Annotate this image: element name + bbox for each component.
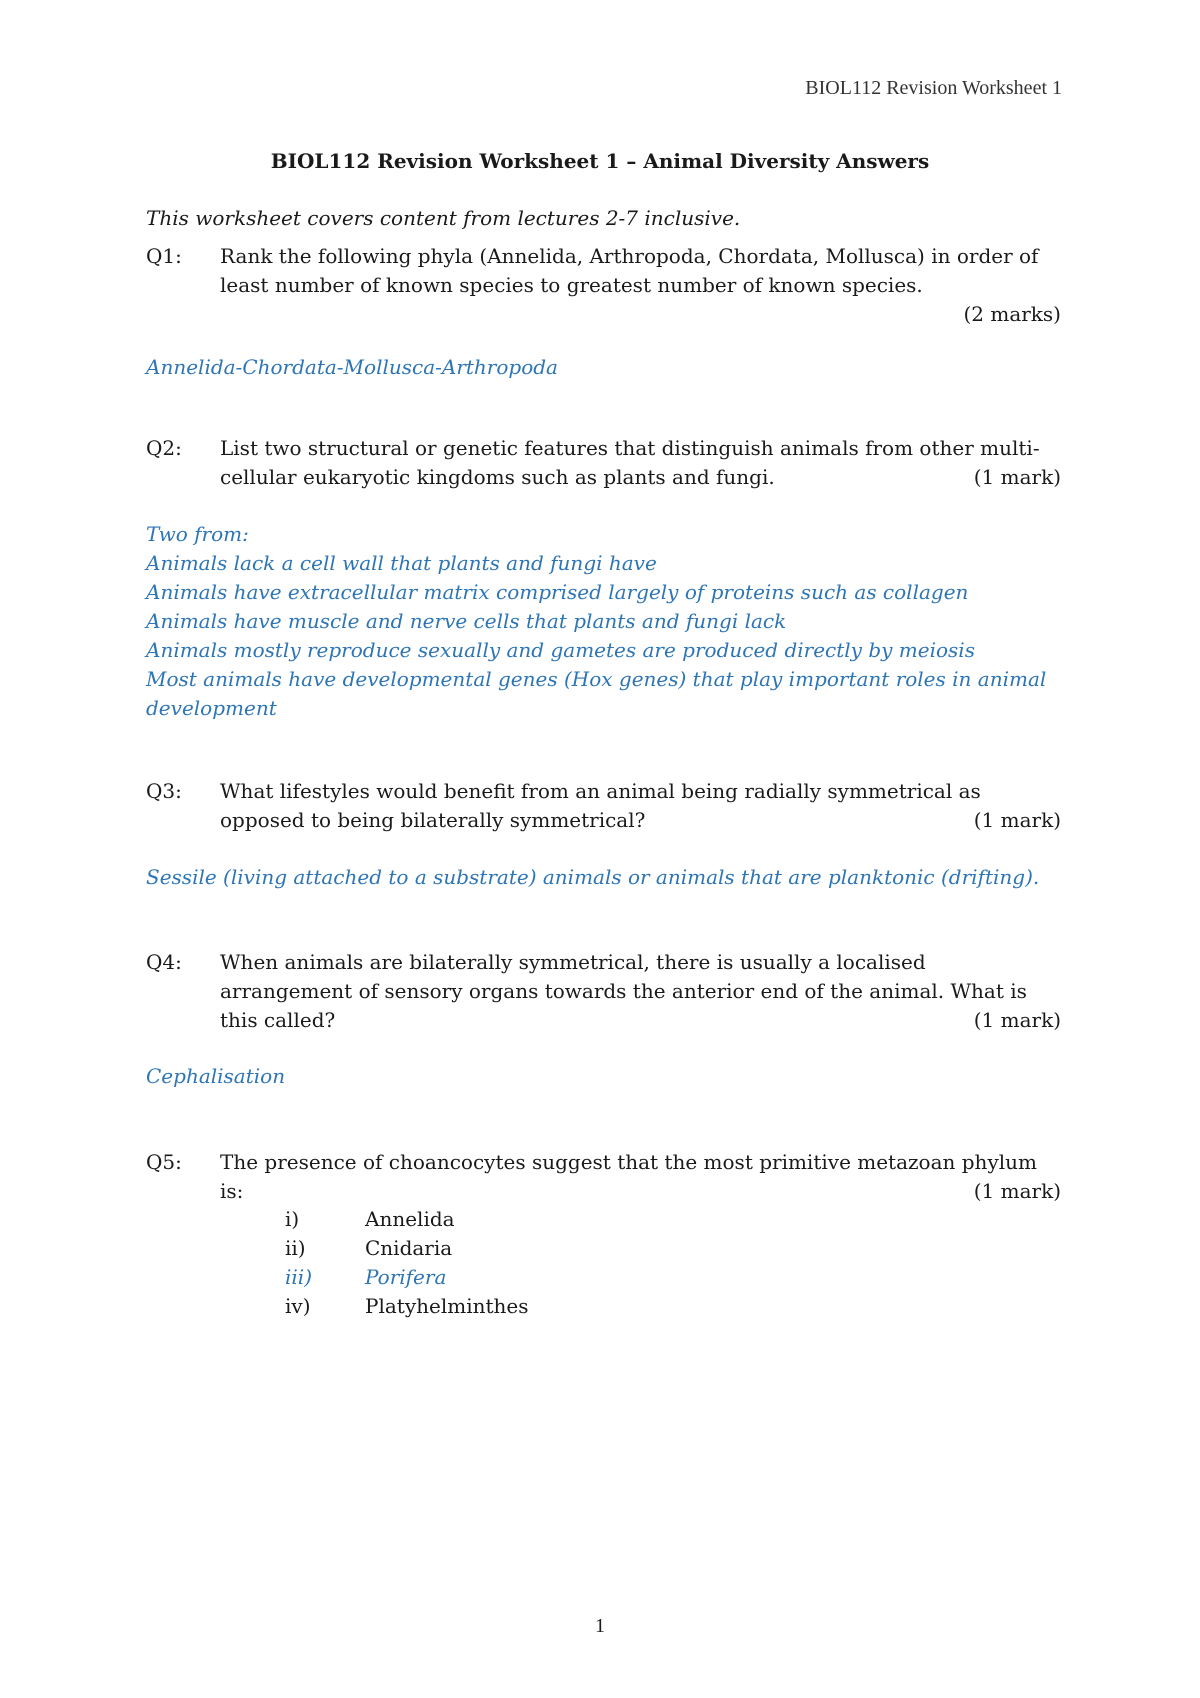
option-number: iv) bbox=[285, 1294, 311, 1318]
question-5 bbox=[146, 1148, 1061, 1206]
marks-label: (1 mark) bbox=[973, 465, 1061, 489]
answer-line: Annelida-Chordata-Mollusca-Arthropoda bbox=[146, 355, 558, 379]
answer-line: Two from: bbox=[146, 522, 249, 546]
option-number: iii) bbox=[285, 1265, 312, 1289]
question-line-with-marks bbox=[220, 463, 1061, 492]
answer-line: Cephalisation bbox=[146, 1064, 286, 1088]
option-row bbox=[285, 1205, 529, 1234]
question-text bbox=[220, 948, 1061, 1035]
question-line: The presence of choancocytes suggest that the most primitive metazoan phylum bbox=[220, 1150, 1037, 1174]
question-text bbox=[220, 242, 1061, 329]
option-label: Porifera bbox=[365, 1265, 447, 1289]
answer-4 bbox=[146, 1062, 1066, 1091]
answer-line: Animals have muscle and nerve cells that plants and fungi lack bbox=[146, 609, 787, 633]
option-row-correct bbox=[285, 1263, 529, 1292]
marks-label: (1 mark) bbox=[973, 808, 1061, 832]
option-label: Cnidaria bbox=[365, 1236, 453, 1260]
question-line-with-marks bbox=[220, 806, 1061, 835]
question-line: List two structural or genetic features that distinguish animals from other multi- bbox=[220, 436, 1040, 460]
answer-2 bbox=[146, 520, 1066, 723]
question-number: Q5: bbox=[146, 1150, 182, 1174]
question-line: this called? bbox=[220, 1008, 336, 1032]
page-number: 1 bbox=[595, 1615, 605, 1637]
question-text bbox=[220, 777, 1061, 835]
question-line: What lifestyles would benefit from an animal being radially symmetrical as bbox=[220, 779, 981, 803]
question-4 bbox=[146, 948, 1061, 1035]
question-line: When animals are bilaterally symmetrical, there is usually a localised bbox=[220, 950, 926, 974]
question-line: Rank the following phyla (Annelida, Arthropoda, Chordata, Mollusca) in order of bbox=[220, 244, 1039, 268]
question-line-with-marks bbox=[220, 1006, 1061, 1035]
question-number: Q2: bbox=[146, 436, 182, 460]
answer-line: development bbox=[146, 696, 277, 720]
question-line: cellular eukaryotic kingdoms such as plants and fungi. bbox=[220, 465, 775, 489]
question-line: is: bbox=[220, 1179, 244, 1203]
marks-label: (1 mark) bbox=[973, 1008, 1061, 1032]
question-line: arrangement of sensory organs towards the anterior end of the animal. What is bbox=[220, 979, 1027, 1003]
option-label: Platyhelminthes bbox=[365, 1294, 529, 1318]
option-row bbox=[285, 1234, 529, 1263]
option-label: Annelida bbox=[365, 1207, 455, 1231]
question-2 bbox=[146, 434, 1061, 492]
marks-label: (2 marks) bbox=[963, 302, 1061, 326]
question-number: Q3: bbox=[146, 779, 182, 803]
running-header: BIOL112 Revision Worksheet 1 bbox=[805, 77, 1062, 99]
option-row bbox=[285, 1292, 529, 1321]
option-number: i) bbox=[285, 1207, 300, 1231]
answer-options bbox=[285, 1205, 529, 1321]
question-line: opposed to being bilaterally symmetrical? bbox=[220, 808, 646, 832]
question-number: Q4: bbox=[146, 950, 182, 974]
answer-1 bbox=[146, 353, 1066, 382]
question-text bbox=[220, 434, 1061, 492]
question-line-with-marks bbox=[220, 1177, 1061, 1206]
marks-label: (1 mark) bbox=[973, 1179, 1061, 1203]
question-line: least number of known species to greatest number of known species. bbox=[220, 273, 923, 297]
answer-line: Animals lack a cell wall that plants and fungi have bbox=[146, 551, 657, 575]
option-number: ii) bbox=[285, 1236, 306, 1260]
intro-text: This worksheet covers content from lectures 2-7 inclusive. bbox=[146, 206, 741, 230]
answer-line: Sessile (living attached to a substrate) animals or animals that are planktonic (drifting). bbox=[146, 865, 1040, 889]
question-1 bbox=[146, 242, 1061, 329]
question-number: Q1: bbox=[146, 244, 182, 268]
answer-line: Animals have extracellular matrix comprised largely of proteins such as collagen bbox=[146, 580, 969, 604]
answer-3 bbox=[146, 863, 1066, 892]
answer-line: Animals mostly reproduce sexually and gametes are produced directly by meiosis bbox=[146, 638, 975, 662]
answer-line: Most animals have developmental genes (Hox genes) that play important roles in animal bbox=[146, 667, 1047, 691]
document-title: BIOL112 Revision Worksheet 1 – Animal Diversity Answers bbox=[270, 149, 930, 173]
question-text bbox=[220, 1148, 1061, 1206]
question-3 bbox=[146, 777, 1061, 835]
